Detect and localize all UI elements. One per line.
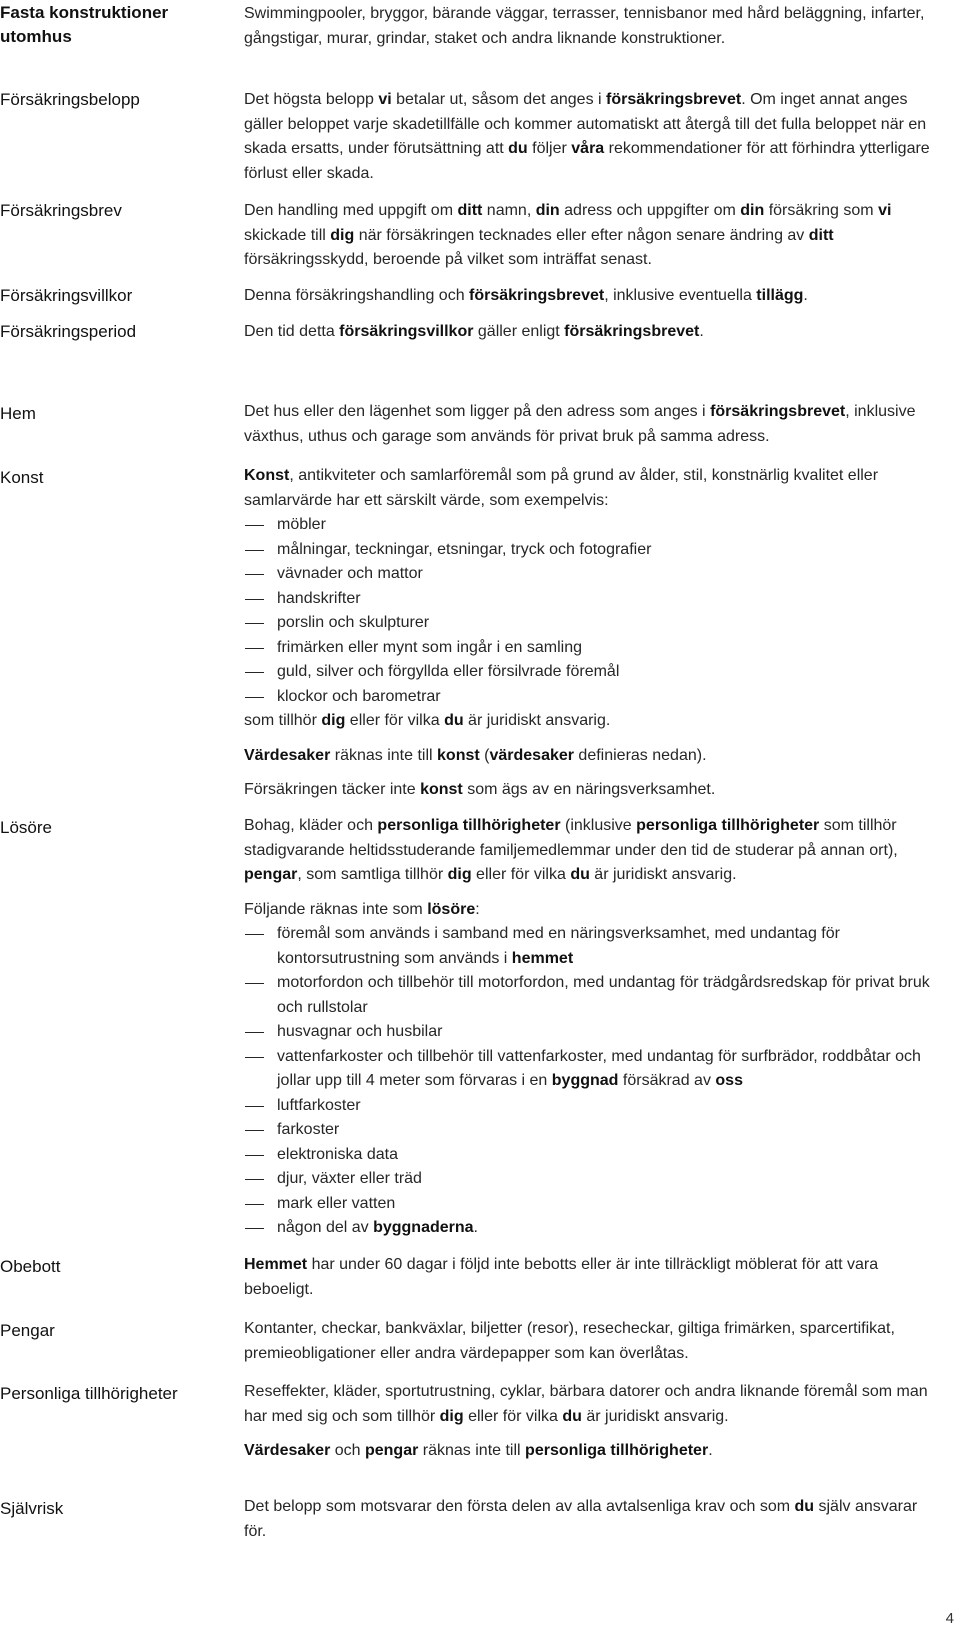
list-item: möbler <box>244 513 940 538</box>
def-personliga-tillhorigheter: Reseffekter, kläder, sportutrustning, cyklar, bärbara datorer och andra liknande föremål som man har med sig och som tillhör dig eller för vilka du är juridiskt ansvarig. Värdesaker och pengar räknas inte till personliga tillhörigheter. <box>244 1383 928 1459</box>
list-item: guld, silver och förgyllda eller försilvrade föremål <box>244 660 940 685</box>
list-item: husvagnar och husbilar <box>244 1020 940 1045</box>
def-forsakringsperiod: Den tid detta försäkringsvillkor gäller enligt försäkringsbrevet. <box>244 323 704 340</box>
term-forsakringsbelopp: Försäkringsbelopp <box>0 90 140 109</box>
def-obebott: Hemmet har under 60 dagar i följd inte bebotts eller är inte tillräckligt möblerat för att vara beboeligt. <box>244 1256 879 1298</box>
def-konst: Konst, antikviteter och samlarföremål som på grund av ålder, stil, konstnärlig kvalitet eller samlarvärde har ett särskilt värde, som exempelvis: möbler målningar, teckningar, etsningar, tryck och fotografier vävnader och mattor handskrifter porslin och skulpturer frimärken eller mynt som ingår i en samling guld, silver och förgyllda eller försilvrade föremål klockor och barometrar som tillhör dig eller för vilka du är juridiskt ansvarig. Värdesaker räknas inte till konst (värdesaker definieras nedan). Försäkringen täcker inte konst som ägs av en näringsverksamhet. <box>244 464 940 803</box>
def-fasta-konstruktioner: Swimmingpooler, bryggor, bärande väggar, terrasser, tennisbanor med hård beläggning, infarter, gångstigar, murar, grindar, staket och andra liknande konstruktioner. <box>244 5 925 47</box>
list-item: djur, växter eller träd <box>244 1167 940 1192</box>
list-item: föremål som används i samband med en näringsverksamhet, med undantag för kontorsutrustning som används i hemmet <box>244 922 940 971</box>
list-item: klockor och barometrar <box>244 685 940 710</box>
def-forsakringsbelopp: Det högsta belopp vi betalar ut, såsom det anges i försäkringsbrevet. Om inget annat anges gäller beloppet varje skadetillfälle och kommer automatiskt att återgå till det fulla beloppet när en skada ersatts, under förutsättning att du följer våra rekommendationer för att förhindra ytterligare förlust eller skada. <box>244 91 930 182</box>
list-item: vattenfarkoster och tillbehör till vattenfarkoster, med undantag för surfbrädor, roddbåtar och jollar upp till 4 meter som förvaras i en byggnad försäkrad av oss <box>244 1045 940 1094</box>
list-item: vävnader och mattor <box>244 562 940 587</box>
term-pengar: Pengar <box>0 1321 55 1340</box>
page-number: 4 <box>945 1610 954 1627</box>
list-item: mark eller vatten <box>244 1192 940 1217</box>
list-item: någon del av byggnaderna. <box>244 1216 940 1241</box>
def-forsakringsbrev: Den handling med uppgift om ditt namn, din adress och uppgifter om din försäkring som vi skickade till dig när försäkringen tecknades eller efter någon senare ändring av ditt försäkringsskydd, beroende på vilket som inträffat senast. <box>244 202 892 268</box>
list-item: handskrifter <box>244 587 940 612</box>
term-forsakringsperiod: Försäkringsperiod <box>0 322 137 341</box>
def-sjalvrisk: Det belopp som motsvarar den första delen av alla avtalsenliga krav och som du själv ansvarar för. <box>244 1498 918 1540</box>
term-hem: Hem <box>0 404 36 423</box>
term-personliga-tillhorigheter: Personliga tillhörigheter <box>0 1384 178 1403</box>
term-fasta-konstruktioner: Fasta konstruktioner utomhus <box>0 3 169 46</box>
list-item: frimärken eller mynt som ingår i en samling <box>244 636 940 661</box>
term-konst: Konst <box>0 468 44 487</box>
def-pengar: Kontanter, checkar, bankväxlar, biljetter (resor), resecheckar, giltiga frimärken, sparcertifikat, premieobligationer eller andra värdepapper som kan överlåtas. <box>244 1320 895 1362</box>
list-item: porslin och skulpturer <box>244 611 940 636</box>
list-item: luftfarkoster <box>244 1094 940 1119</box>
list-item: elektroniska data <box>244 1143 940 1168</box>
list-item: målningar, teckningar, etsningar, tryck och fotografier <box>244 538 940 563</box>
term-forsakringsbrev: Försäkringsbrev <box>0 201 122 220</box>
list-item: farkoster <box>244 1118 940 1143</box>
term-forsakringsvillkor: Försäkringsvillkor <box>0 286 133 305</box>
def-losore: Bohag, kläder och personliga tillhörigheter (inklusive personliga tillhörigheter som tillhör stadigvarande heltidsstuderande familjemedlemmar under den tid de studerar på annan ort), pengar, som samtliga tillhör dig eller för vilka du är juridiskt ansvarig. Följande räknas inte som lösöre: föremål som används i samband med en näringsverksamhet, med undantag för kontorsutrustning som används i hemmet motorfordon och tillbehör till motorfordon, med undantag för trädgårdsredskap för privat bruk och rullstolar husvagnar och husbilar vattenfarkoster och tillbehör till vattenfarkoster, med undantag för surfbrädor, roddbåtar och jollar upp till 4 meter som förvaras i en byggnad försäkrad av oss luftfarkoster farkoster elektroniska data djur, växter eller träd mark eller vatten någon del av byggnaderna. <box>244 814 940 1241</box>
term-losore: Lösöre <box>0 818 52 837</box>
def-forsakringsvillkor: Denna försäkringshandling och försäkringsbrevet, inklusive eventuella tillägg. <box>244 287 808 304</box>
losore-exclusion-list <box>244 922 940 1241</box>
list-item: motorfordon och tillbehör till motorfordon, med undantag för trädgårdsredskap för privat bruk och rullstolar <box>244 971 940 1020</box>
term-obebott: Obebott <box>0 1257 61 1276</box>
def-hem: Det hus eller den lägenhet som ligger på den adress som anges i försäkringsbrevet, inklusive växthus, uthus och garage som används för privat bruk på samma adress. <box>244 403 916 445</box>
term-sjalvrisk: Självrisk <box>0 1499 64 1518</box>
konst-list <box>244 513 940 709</box>
